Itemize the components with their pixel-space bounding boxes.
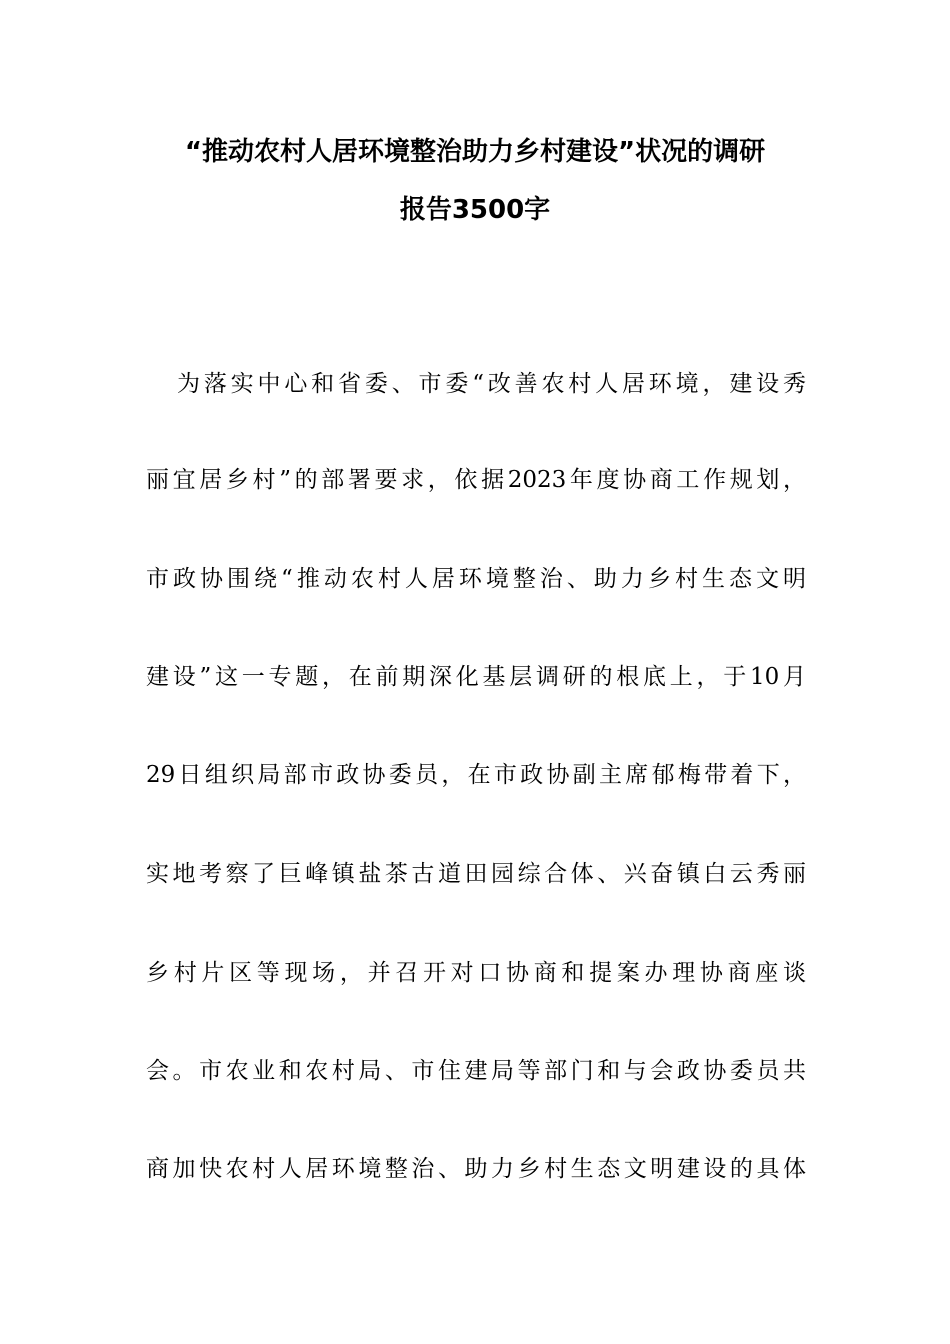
paragraph-line-9: 商加快农村人居环境整治、助力乡村生态文明建设的具体 [146, 1156, 806, 1182]
document-title-line-2: 报告3500字 [399, 195, 551, 225]
document-title-line-1: “推动农村人居环境整治助力乡村建设”状况的调研 [184, 137, 766, 167]
paragraph-line-8: 会。市农业和农村局、市住建局等部门和与会政协委员共 [146, 1058, 806, 1084]
paragraph-line-7: 乡村片区等现场，并召开对口协商和提案办理协商座谈 [146, 960, 806, 986]
paragraph-line-3: 市政协围绕“推动农村人居环境整治、助力乡村生态文明 [146, 566, 806, 592]
paragraph-line-5: 29日组织局部市政协委员，在市政协副主席郁梅带着下， [146, 762, 806, 788]
paragraph-line-6: 实地考察了巨峰镇盐茶古道田园综合体、兴奋镇白云秀丽 [146, 861, 806, 887]
paragraph-line-1: 为落实中心和省委、市委“改善农村人居环境，建设秀 [177, 371, 806, 397]
paragraph-line-4: 建设”这一专题，在前期深化基层调研的根底上，于10月 [146, 664, 806, 690]
paragraph-line-2: 丽宜居乡村”的部署要求，依据2023年度协商工作规划， [146, 467, 806, 493]
